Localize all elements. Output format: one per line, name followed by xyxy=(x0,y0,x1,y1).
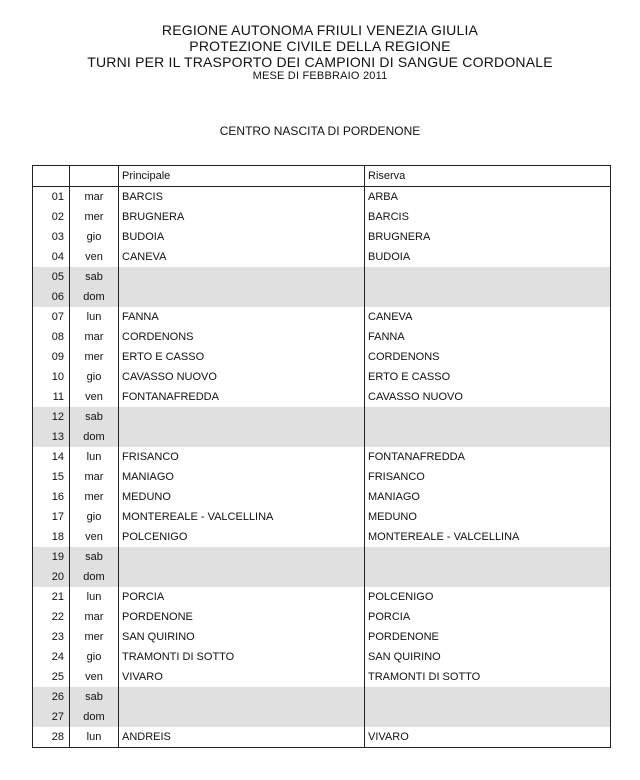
document-title: TURNI PER IL TRASPORTO DEI CAMPIONI DI SANGUE CORDONALE xyxy=(87,54,553,70)
day-cell: 23 xyxy=(33,627,70,647)
riserva-cell xyxy=(365,287,611,307)
principale-cell: ERTO E CASSO xyxy=(119,347,365,367)
day-cell: 20 xyxy=(33,567,70,587)
weekday-cell: mar xyxy=(70,187,119,208)
table-row xyxy=(33,227,611,247)
weekday-cell: gio xyxy=(70,647,119,667)
weekday-cell: ven xyxy=(70,527,119,547)
principale-cell: SAN QUIRINO xyxy=(119,627,365,647)
weekday-cell: sab xyxy=(70,267,119,287)
day-cell: 18 xyxy=(33,527,70,547)
weekday-cell: ven xyxy=(70,247,119,267)
day-cell: 01 xyxy=(33,187,70,208)
table-row xyxy=(33,307,611,327)
principale-cell xyxy=(119,407,365,427)
principale-cell: BUDOIA xyxy=(119,227,365,247)
weekday-cell: sab xyxy=(70,687,119,707)
table-row xyxy=(33,187,611,208)
table-row xyxy=(33,607,611,627)
table-row xyxy=(33,327,611,347)
weekday-cell: gio xyxy=(70,227,119,247)
table-row xyxy=(33,587,611,607)
day-cell: 25 xyxy=(33,667,70,687)
day-cell: 04 xyxy=(33,247,70,267)
weekday-cell: sab xyxy=(70,547,119,567)
riserva-cell: FANNA xyxy=(365,327,611,347)
principale-cell: CAVASSO NUOVO xyxy=(119,367,365,387)
day-cell: 07 xyxy=(33,307,70,327)
riserva-cell xyxy=(365,687,611,707)
principale-cell xyxy=(119,547,365,567)
weekday-cell: lun xyxy=(70,587,119,607)
riserva-cell: ERTO E CASSO xyxy=(365,367,611,387)
riserva-cell: MANIAGO xyxy=(365,487,611,507)
table-row xyxy=(33,387,611,407)
day-cell: 08 xyxy=(33,327,70,347)
riserva-cell: MONTEREALE - VALCELLINA xyxy=(365,527,611,547)
principale-cell xyxy=(119,687,365,707)
table-row xyxy=(33,487,611,507)
day-cell: 16 xyxy=(33,487,70,507)
region-title: REGIONE AUTONOMA FRIULI VENEZIA GIULIA xyxy=(161,22,479,38)
day-cell: 02 xyxy=(33,207,70,227)
principale-cell: CORDENONS xyxy=(119,327,365,347)
day-cell: 22 xyxy=(33,607,70,627)
day-cell: 19 xyxy=(33,547,70,567)
weekday-cell: dom xyxy=(70,427,119,447)
principale-cell xyxy=(119,267,365,287)
riserva-cell: PORDENONE xyxy=(365,627,611,647)
riserva-cell: CAVASSO NUOVO xyxy=(365,387,611,407)
principale-cell: ANDREIS xyxy=(119,727,365,748)
table-row xyxy=(33,447,611,467)
column-header-principale: Principale xyxy=(119,166,365,187)
document-header xyxy=(0,22,640,82)
weekday-cell: dom xyxy=(70,567,119,587)
principale-cell xyxy=(119,287,365,307)
day-cell: 21 xyxy=(33,587,70,607)
day-cell: 27 xyxy=(33,707,70,727)
weekday-cell: dom xyxy=(70,287,119,307)
riserva-cell xyxy=(365,547,611,567)
riserva-cell: POLCENIGO xyxy=(365,587,611,607)
riserva-cell: BRUGNERA xyxy=(365,227,611,247)
weekday-cell: mar xyxy=(70,607,119,627)
principale-cell: MANIAGO xyxy=(119,467,365,487)
day-cell: 03 xyxy=(33,227,70,247)
principale-cell: VIVARO xyxy=(119,667,365,687)
day-cell: 17 xyxy=(33,507,70,527)
weekday-cell: mar xyxy=(70,327,119,347)
day-cell: 05 xyxy=(33,267,70,287)
table-row xyxy=(33,347,611,367)
principale-cell: FONTANAFREDDA xyxy=(119,387,365,407)
riserva-cell: CORDENONS xyxy=(365,347,611,367)
table-row xyxy=(33,267,611,287)
table-row xyxy=(33,407,611,427)
principale-cell: PORDENONE xyxy=(119,607,365,627)
riserva-cell: FRISANCO xyxy=(365,467,611,487)
weekday-cell: mer xyxy=(70,347,119,367)
column-header-riserva: Riserva xyxy=(365,166,611,187)
riserva-cell: ARBA xyxy=(365,187,611,208)
day-cell: 09 xyxy=(33,347,70,367)
riserva-cell: CANEVA xyxy=(365,307,611,327)
day-cell: 10 xyxy=(33,367,70,387)
riserva-cell xyxy=(365,407,611,427)
weekday-cell: mar xyxy=(70,467,119,487)
weekday-cell: ven xyxy=(70,667,119,687)
day-cell: 24 xyxy=(33,647,70,667)
riserva-cell: FONTANAFREDDA xyxy=(365,447,611,467)
month-subtitle: MESE DI FEBBRAIO 2011 xyxy=(252,70,388,82)
schedule-table xyxy=(32,165,611,748)
principale-cell: MONTEREALE - VALCELLINA xyxy=(119,507,365,527)
weekday-cell: sab xyxy=(70,407,119,427)
table-row xyxy=(33,507,611,527)
day-cell: 26 xyxy=(33,687,70,707)
table-row xyxy=(33,287,611,307)
table-row xyxy=(33,707,611,727)
table-row xyxy=(33,647,611,667)
riserva-cell xyxy=(365,427,611,447)
day-cell: 28 xyxy=(33,727,70,748)
day-cell: 06 xyxy=(33,287,70,307)
riserva-cell: PORCIA xyxy=(365,607,611,627)
principale-cell: POLCENIGO xyxy=(119,527,365,547)
schedule-body xyxy=(33,187,611,748)
riserva-cell: BARCIS xyxy=(365,207,611,227)
weekday-cell: ven xyxy=(70,387,119,407)
table-row xyxy=(33,527,611,547)
table-row xyxy=(33,727,611,748)
riserva-cell xyxy=(365,567,611,587)
riserva-cell: VIVARO xyxy=(365,727,611,748)
day-cell: 12 xyxy=(33,407,70,427)
principale-cell: MEDUNO xyxy=(119,487,365,507)
table-row xyxy=(33,627,611,647)
day-cell: 15 xyxy=(33,467,70,487)
weekday-cell: gio xyxy=(70,367,119,387)
day-cell: 13 xyxy=(33,427,70,447)
riserva-cell: BUDOIA xyxy=(365,247,611,267)
weekday-cell: lun xyxy=(70,307,119,327)
riserva-cell: TRAMONTI DI SOTTO xyxy=(365,667,611,687)
riserva-cell xyxy=(365,707,611,727)
weekday-cell: lun xyxy=(70,447,119,467)
weekday-cell: mer xyxy=(70,207,119,227)
day-cell: 11 xyxy=(33,387,70,407)
centre-title: CENTRO NASCITA DI PORDENONE xyxy=(219,124,421,138)
weekday-cell: gio xyxy=(70,507,119,527)
principale-cell: PORCIA xyxy=(119,587,365,607)
table-row xyxy=(33,567,611,587)
table-row xyxy=(33,687,611,707)
principale-cell: TRAMONTI DI SOTTO xyxy=(119,647,365,667)
principale-cell: FRISANCO xyxy=(119,447,365,467)
table-header-row xyxy=(33,166,611,187)
table-row xyxy=(33,207,611,227)
riserva-cell: MEDUNO xyxy=(365,507,611,527)
weekday-cell: lun xyxy=(70,727,119,748)
riserva-cell xyxy=(365,267,611,287)
weekday-cell: dom xyxy=(70,707,119,727)
principale-cell: BARCIS xyxy=(119,187,365,208)
weekday-cell: mer xyxy=(70,487,119,507)
principale-cell: BRUGNERA xyxy=(119,207,365,227)
principale-cell xyxy=(119,707,365,727)
department-title: PROTEZIONE CIVILE DELLA REGIONE xyxy=(189,38,451,54)
day-cell: 14 xyxy=(33,447,70,467)
table-row xyxy=(33,367,611,387)
table-row xyxy=(33,247,611,267)
weekday-cell: mer xyxy=(70,627,119,647)
column-header-day xyxy=(33,166,70,187)
column-header-weekday xyxy=(70,166,119,187)
principale-cell xyxy=(119,427,365,447)
table-row xyxy=(33,667,611,687)
riserva-cell: SAN QUIRINO xyxy=(365,647,611,667)
table-row xyxy=(33,467,611,487)
principale-cell: FANNA xyxy=(119,307,365,327)
table-row xyxy=(33,547,611,567)
table-row xyxy=(33,427,611,447)
principale-cell xyxy=(119,567,365,587)
principale-cell: CANEVA xyxy=(119,247,365,267)
